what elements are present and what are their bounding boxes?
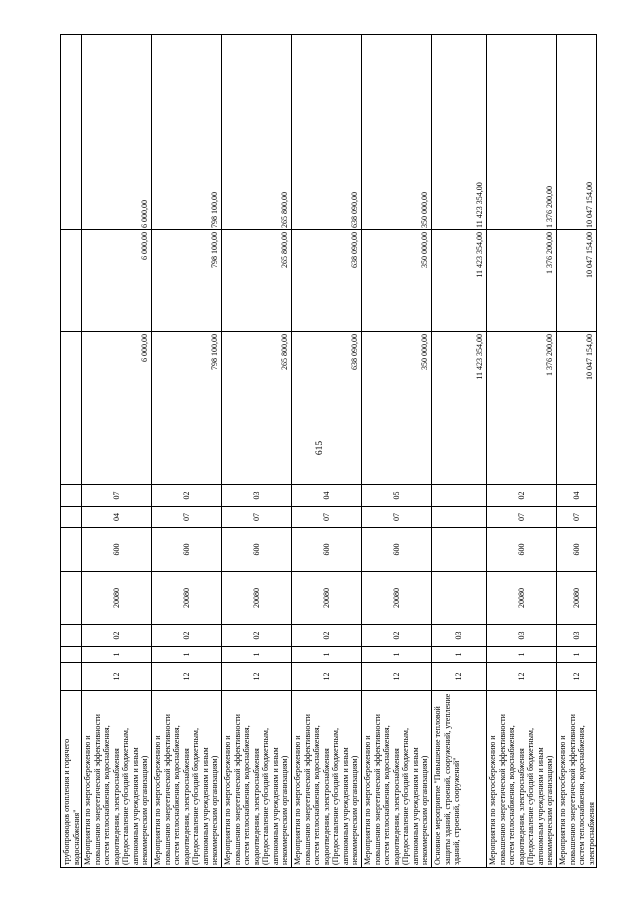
amount-3: 638 090,00 <box>292 35 362 230</box>
amount-2: 265 800,00 <box>222 230 292 332</box>
code-subprogram: 1 <box>432 647 487 663</box>
code-program: 12 <box>82 663 152 691</box>
row-description: Мероприятия по энергосбережению и повышению энергетической эффективности систем теплоснабжения, водоснабжения, водоотведения, электроснабжения (Предоставление субсидий бюджетным, автономным учреждениям и иным некоммерческим организациям) <box>292 691 362 868</box>
code-section: 07 <box>292 507 362 528</box>
code-section: 07 <box>362 507 432 528</box>
code-main-activity: 03 <box>432 625 487 647</box>
code-subsection: 02 <box>152 485 222 507</box>
table-row <box>432 35 487 868</box>
code-section: 07 <box>222 507 292 528</box>
amount-2: 11 423 354,00 <box>432 230 487 332</box>
row-description: Мероприятия по энергосбережению и повышению энергетической эффективности систем теплоснабжения, водоснабжения, водоотведения, электроснабжения (Предоставление субсидий бюджетным, автономным учреждениям и иным некоммерческим организациям) <box>82 691 152 868</box>
code-subprogram: 1 <box>487 647 557 663</box>
budget-table <box>60 34 597 868</box>
row-description: Мероприятия по энергосбережению и повышению энергетической эффективности систем теплоснабжения, водоснабжения, электроснабжения <box>557 691 597 868</box>
code-main-activity: 02 <box>362 625 432 647</box>
code-direction: 20080 <box>82 572 152 625</box>
code-program: 12 <box>362 663 432 691</box>
amount-2: 798 100,00 <box>152 230 222 332</box>
table-row <box>487 35 557 868</box>
code-main-activity: 02 <box>222 625 292 647</box>
amount-1: 1 376 200,00 <box>487 332 557 485</box>
code-expense-type: 600 <box>152 528 222 572</box>
code-expense-type: 600 <box>362 528 432 572</box>
code-subprogram: 1 <box>152 647 222 663</box>
code-direction: 20080 <box>487 572 557 625</box>
table-row <box>292 35 362 868</box>
amount-2: 10 047 154,00 <box>557 230 597 332</box>
amount-1: 6 000,00 <box>82 332 152 485</box>
amount-1: 11 423 354,00 <box>432 332 487 485</box>
page-number: 615 <box>315 440 325 456</box>
code-section: 07 <box>557 507 597 528</box>
code-main-activity: 03 <box>487 625 557 647</box>
code-section: 07 <box>487 507 557 528</box>
code-program: 12 <box>222 663 292 691</box>
row-description: Мероприятия по энергосбережению и повышению энергетической эффективности систем теплоснабжения, водоснабжения, водоотведения, электроснабжения (Предоставление субсидий бюджетным, автономным учреждениям и иным некоммерческим организациям) <box>152 691 222 868</box>
row-description: Мероприятия по энергосбережению и повышению энергетической эффективности систем теплоснабжения, водоснабжения, водоотведения, электроснабжения (Предоставление субсидий бюджетным, автономным учреждениям и иным некоммерческим организациям) <box>222 691 292 868</box>
table-row <box>222 35 292 868</box>
code-expense-type: 600 <box>557 528 597 572</box>
code-expense-type <box>432 528 487 572</box>
code-subprogram: 1 <box>82 647 152 663</box>
code-program: 12 <box>557 663 597 691</box>
amount-1: 265 800,00 <box>222 332 292 485</box>
code-program: 12 <box>432 663 487 691</box>
code-main-activity: 02 <box>152 625 222 647</box>
code-direction: 20080 <box>222 572 292 625</box>
amount-2: 638 090,00 <box>292 230 362 332</box>
row-description: Основное мероприятие "Повышение тепловой защиты зданий, строений, сооружений, утепление зданий, строений, сооружений" <box>432 691 487 868</box>
code-subsection: 04 <box>292 485 362 507</box>
amount-3: 6 000,00 <box>82 35 152 230</box>
amount-2: 6 000,00 <box>82 230 152 332</box>
code-direction: 20080 <box>557 572 597 625</box>
code-subsection: 03 <box>222 485 292 507</box>
code-subsection: 02 <box>487 485 557 507</box>
code-direction <box>432 572 487 625</box>
table-row <box>362 35 432 868</box>
code-section <box>432 507 487 528</box>
code-subprogram: 1 <box>362 647 432 663</box>
table-body <box>61 35 597 868</box>
code-direction: 20080 <box>362 572 432 625</box>
table-row <box>82 35 152 868</box>
row-description: Мероприятия по энергосбережению и повышению энергетической эффективности систем теплоснабжения, водоснабжения, водоотведения, электроснабжения (Предоставление субсидий бюджетным, автономным учреждениям и иным некоммерческим организациям) <box>487 691 557 868</box>
table-row <box>152 35 222 868</box>
amount-3: 10 047 154,00 <box>557 35 597 230</box>
code-program: 12 <box>292 663 362 691</box>
table-row <box>557 35 597 868</box>
code-expense-type: 600 <box>292 528 362 572</box>
code-program: 12 <box>487 663 557 691</box>
code-section: 04 <box>82 507 152 528</box>
amount-3: 11 423 354,00 <box>432 35 487 230</box>
amount-1: 638 090,00 <box>292 332 362 485</box>
amount-3: 350 000,00 <box>362 35 432 230</box>
amount-3: 1 376 200,00 <box>487 35 557 230</box>
amount-2: 350 000,00 <box>362 230 432 332</box>
code-main-activity: 03 <box>557 625 597 647</box>
code-subsection <box>432 485 487 507</box>
rotated-table-container <box>60 35 596 868</box>
code-subprogram: 1 <box>292 647 362 663</box>
amount-1: 350 000,00 <box>362 332 432 485</box>
amount-1: 798 100,00 <box>152 332 222 485</box>
amount-2: 1 376 200,00 <box>487 230 557 332</box>
code-expense-type: 600 <box>487 528 557 572</box>
amount-1: 10 047 154,00 <box>557 332 597 485</box>
code-subprogram: 1 <box>557 647 597 663</box>
code-direction: 20080 <box>292 572 362 625</box>
code-subprogram: 1 <box>222 647 292 663</box>
row-description: трубопроводов отопления и горячего водоснабжения" <box>61 691 82 868</box>
amount-3: 798 100,00 <box>152 35 222 230</box>
amount-3: 265 800,00 <box>222 35 292 230</box>
code-expense-type: 600 <box>82 528 152 572</box>
code-direction: 20080 <box>152 572 222 625</box>
code-section: 07 <box>152 507 222 528</box>
code-expense-type: 600 <box>222 528 292 572</box>
code-subsection: 07 <box>82 485 152 507</box>
code-main-activity: 02 <box>292 625 362 647</box>
code-subsection: 04 <box>557 485 597 507</box>
code-program: 12 <box>152 663 222 691</box>
table-row <box>61 35 82 868</box>
code-subsection: 05 <box>362 485 432 507</box>
row-description: Мероприятия по энергосбережению и повышению энергетической эффективности систем теплоснабжения, водоснабжения, водоотведения, электроснабжения (Предоставление субсидий бюджетным, автономным учреждениям и иным некоммерческим организациям) <box>362 691 432 868</box>
code-main-activity: 02 <box>82 625 152 647</box>
